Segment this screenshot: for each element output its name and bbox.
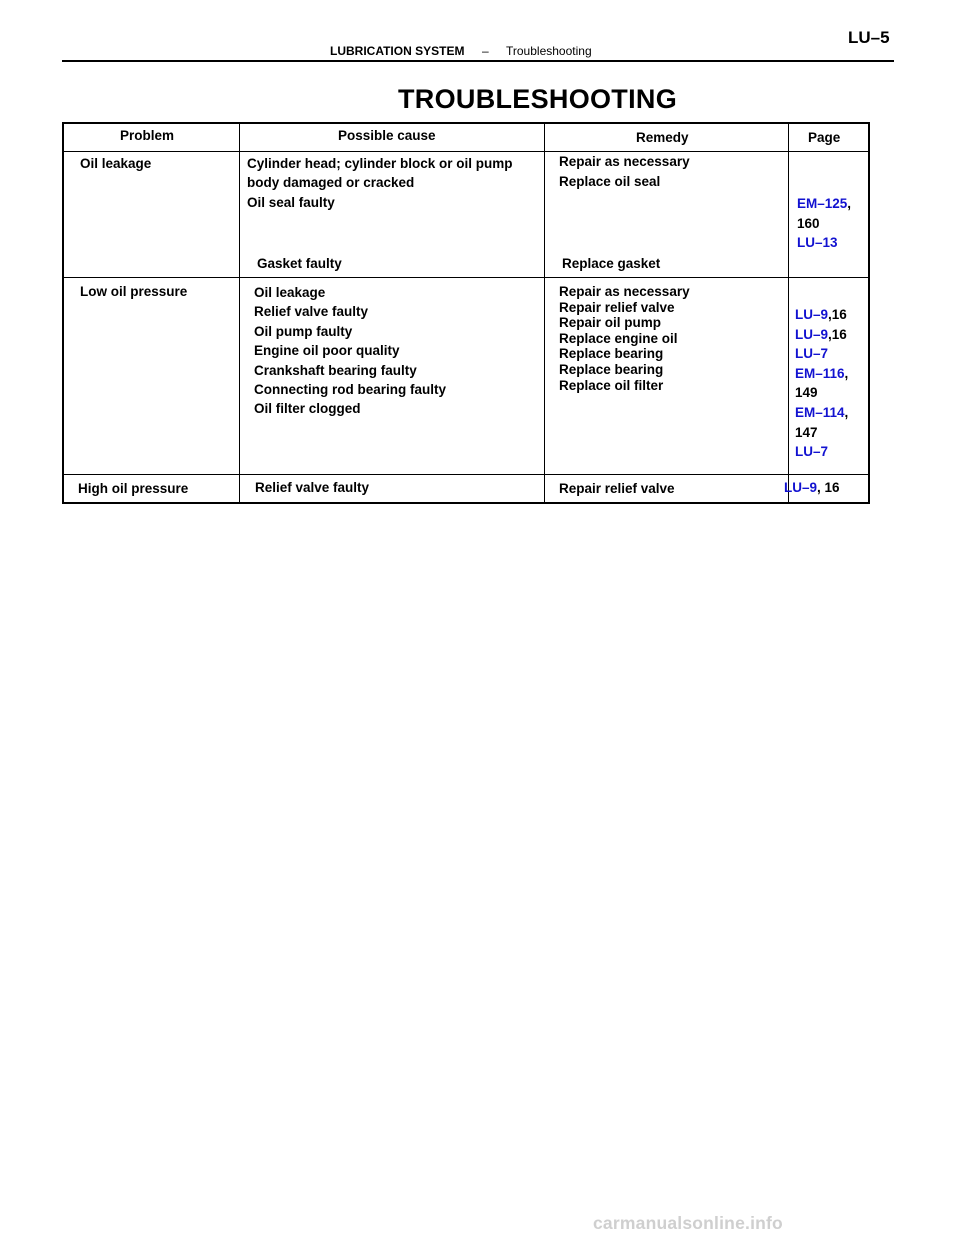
page-ref-list	[795, 305, 848, 462]
page-link-lu7[interactable]: LU–7	[795, 444, 829, 460]
header-separator: –	[482, 44, 489, 58]
remedy-list	[559, 284, 690, 393]
cause-text: Oil filter clogged	[254, 401, 361, 417]
cause-text: Crankshaft bearing faulty	[254, 362, 417, 378]
page-link-lu13[interactable]: LU–13	[797, 235, 838, 250]
page-ref	[797, 196, 851, 211]
cause-text: Oil seal faulty	[247, 195, 335, 210]
row-divider	[64, 474, 868, 475]
cause-text: Connecting rod bearing faulty	[254, 382, 447, 398]
remedy-text: Repair relief valve	[559, 299, 675, 315]
cause-text: Gasket faulty	[257, 256, 342, 271]
header-section-title: LUBRICATION SYSTEM	[330, 44, 465, 58]
page-ref-comma: ,	[844, 365, 849, 381]
cause-text: Cylinder head; cylinder block or oil pump	[247, 156, 513, 171]
column-divider	[544, 124, 545, 502]
column-header-possible-cause: Possible cause	[338, 128, 436, 143]
column-header-page: Page	[808, 130, 841, 145]
remedy-text: Repair as necessary	[559, 284, 690, 299]
page-number: 160	[797, 216, 820, 231]
problem-oil-leakage: Oil leakage	[80, 156, 152, 171]
page-ref	[784, 480, 840, 495]
remedy-text: Replace gasket	[562, 256, 661, 271]
watermark-text: carmanualsonline.info	[593, 1213, 783, 1233]
page-code: LU–5	[848, 28, 890, 47]
page-number: ,16	[828, 307, 847, 322]
problem-low-oil-pressure: Low oil pressure	[80, 284, 188, 299]
cause-text: Relief valve faulty	[255, 480, 370, 495]
page-link-lu9[interactable]: LU–9	[784, 480, 818, 495]
column-divider	[239, 124, 240, 502]
remedy-text: Replace bearing	[559, 346, 664, 362]
header-subsection: Troubleshooting	[506, 44, 592, 58]
page-number: 149	[795, 385, 818, 401]
cause-text: Engine oil poor quality	[254, 343, 400, 359]
remedy-text: Replace engine oil	[559, 330, 678, 346]
page-link-lu9[interactable]: LU–9	[795, 326, 829, 342]
page-number: 147	[795, 424, 818, 440]
header-row-divider	[64, 151, 868, 152]
header-rule	[62, 60, 894, 62]
problem-high-oil-pressure: High oil pressure	[78, 481, 189, 496]
row-divider	[64, 277, 868, 278]
troubleshooting-table	[62, 122, 870, 504]
page-link-em116[interactable]: EM–116	[795, 365, 845, 381]
remedy-text: Replace oil filter	[559, 377, 664, 393]
cause-text: Oil pump faulty	[254, 323, 353, 339]
cause-text: Oil leakage	[254, 285, 326, 300]
cause-list	[254, 283, 446, 419]
cause-text: body damaged or cracked	[247, 175, 415, 190]
page-number: ,16	[828, 326, 847, 342]
column-header-remedy: Remedy	[636, 130, 689, 145]
page-link-em125[interactable]: EM–125	[797, 196, 848, 211]
page-link-em114[interactable]: EM–114	[795, 404, 845, 420]
page-number: , 16	[817, 480, 840, 495]
remedy-text: Replace bearing	[559, 361, 664, 377]
page-link-lu9[interactable]: LU–9	[795, 307, 829, 322]
column-divider	[788, 124, 789, 502]
column-header-problem: Problem	[120, 128, 175, 143]
page-ref-comma: ,	[844, 404, 849, 420]
page-title: TROUBLESHOOTING	[398, 84, 677, 114]
remedy-text: Replace oil seal	[559, 174, 661, 189]
cause-text: Relief valve faulty	[254, 304, 369, 320]
remedy-text: Repair oil pump	[559, 315, 662, 331]
page-link-lu7[interactable]: LU–7	[795, 346, 829, 362]
remedy-text: Repair as necessary	[559, 154, 690, 169]
remedy-text: Repair relief valve	[559, 481, 675, 496]
page-ref-comma: ,	[847, 196, 852, 211]
